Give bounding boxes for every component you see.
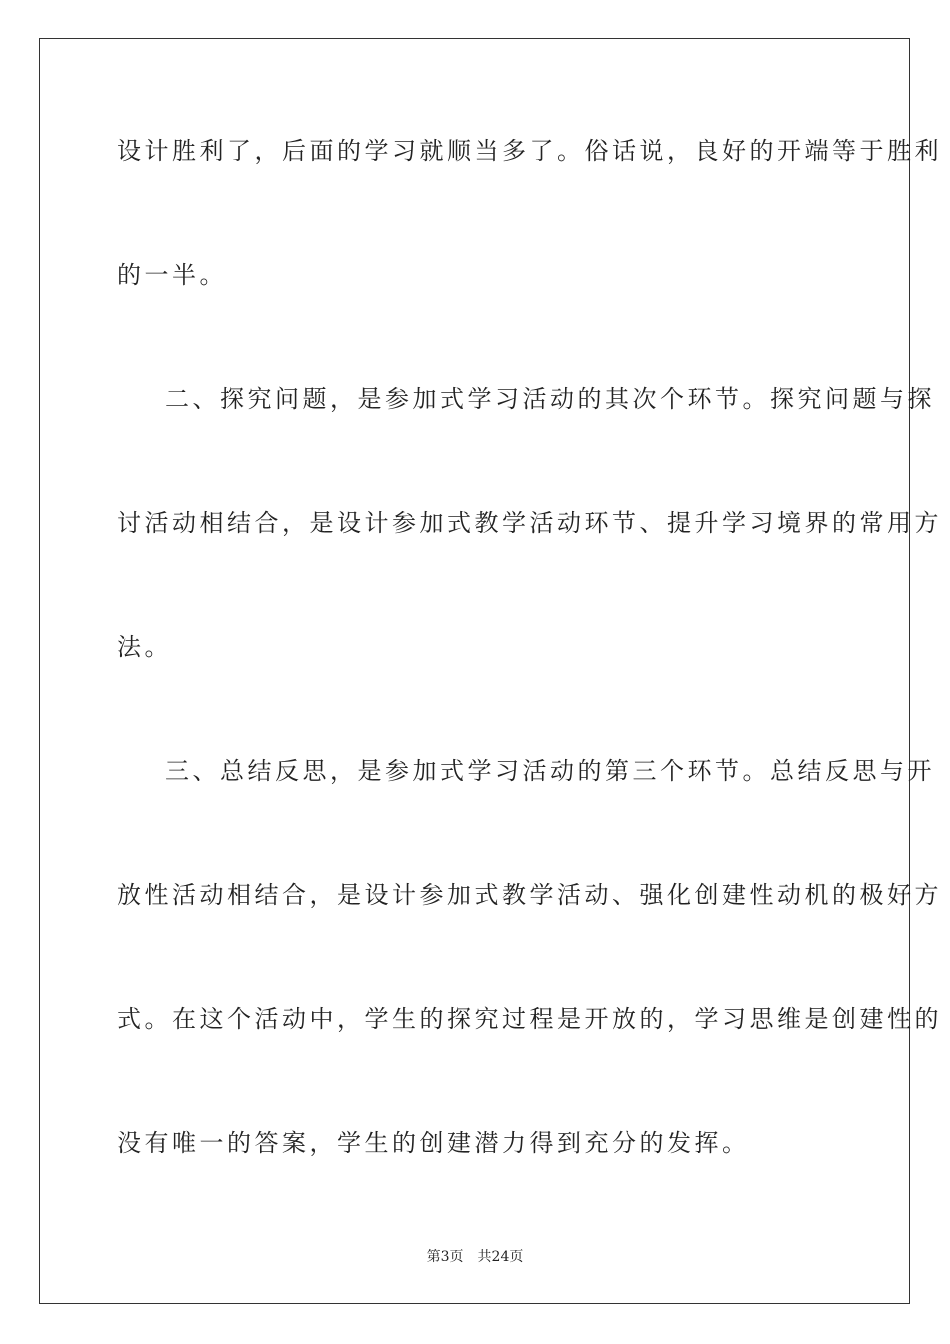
body-text-line: 放性活动相结合，是设计参加式教学活动、强化创建性动机的极好方	[117, 881, 942, 909]
paragraph-start-line: 二、探究问题，是参加式学习活动的其次个环节。探究问题与探	[165, 385, 935, 413]
page-footer	[0, 1246, 950, 1266]
body-text-line: 法。	[117, 633, 172, 661]
body-text-line: 讨活动相结合，是设计参加式教学活动环节、提升学习境界的常用方	[117, 509, 942, 537]
body-text-line: 的一半。	[117, 261, 227, 289]
page-total: 共24页	[477, 1249, 524, 1265]
page-number: 第3页	[426, 1249, 464, 1265]
body-text-line: 设计胜利了，后面的学习就顺当多了。俗话说，良好的开端等于胜利	[117, 137, 942, 165]
page-frame	[39, 38, 942, 1304]
body-text-line: 式。在这个活动中，学生的探究过程是开放的，学习思维是创建性的	[117, 1005, 942, 1033]
body-text-line: 没有唯一的答案，学生的创建潜力得到充分的发挥。	[117, 1129, 750, 1157]
paragraph-start-line: 三、总结反思，是参加式学习活动的第三个环节。总结反思与开	[165, 757, 935, 785]
